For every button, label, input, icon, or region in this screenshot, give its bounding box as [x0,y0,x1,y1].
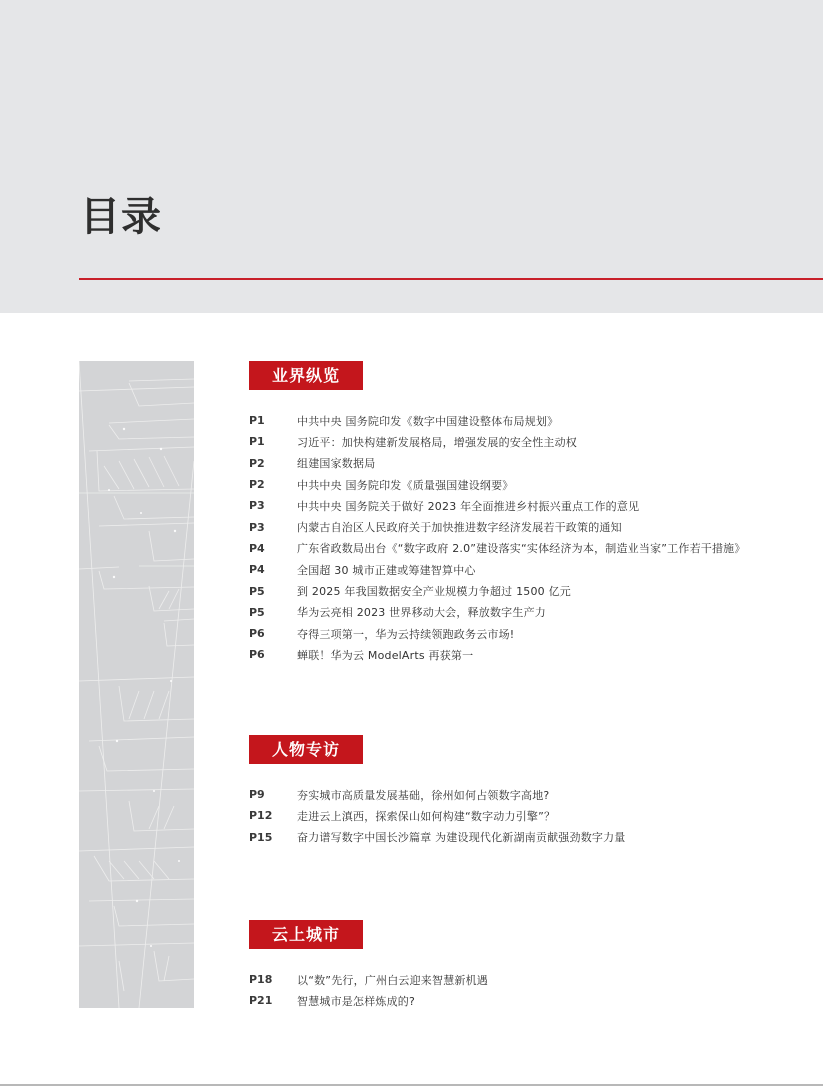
toc-entry[interactable] [249,495,746,516]
entry-page-number: P18 [249,973,273,987]
entry-title: 中共中央 国务院印发《质量强国建设纲要》 [297,478,514,492]
entry-page-number: P5 [249,605,265,619]
entry-page-number: P1 [249,414,265,428]
toc-entry[interactable] [249,805,626,826]
entry-title: 蝉联！华为云 ModelArts 再获第一 [297,648,474,662]
entry-page-number: P2 [249,478,265,492]
decorative-city-illustration [79,361,194,1008]
toc-entry[interactable] [249,474,746,495]
entry-page-number: P6 [249,648,265,662]
entry-title: 以“数”先行，广州白云迎来智慧新机遇 [297,973,488,987]
toc-entry[interactable] [249,538,746,559]
header-band [0,0,823,313]
wireframe-buildings-icon [79,361,194,1008]
toc-entry[interactable] [249,644,746,665]
entry-title: 到 2025 年我国数据安全产业规模力争超过 1500 亿元 [297,585,571,599]
entry-page-number: P12 [249,809,273,823]
entry-title: 华为云亮相 2023 世界移动大会，释放数字生产力 [297,606,546,620]
entry-title: 智慧城市是怎样炼成的? [297,994,416,1008]
section-tag: 业界纵览 [249,361,363,390]
entry-page-number: P3 [249,499,265,513]
entry-title: 夯实城市高质量发展基础，徐州如何占领数字高地? [297,788,550,802]
toc-entry[interactable] [249,602,746,623]
page-title: 目录 [80,194,162,240]
section-tag: 人物专访 [249,735,363,764]
entry-title: 走进云上滇西，探索保山如何构建“数字动力引擎”？ [297,809,556,823]
entry-page-number: P15 [249,830,273,844]
toc-entry[interactable] [249,453,746,474]
entry-title: 广东省政数局出台《“数字政府 2.0”建设落实“实体经济为本，制造业当家”工作若干措施》 [297,542,746,556]
toc-entry-list [249,969,488,1012]
title-divider [79,278,823,280]
toc-entry[interactable] [249,827,626,848]
section-tag: 云上城市 [249,920,363,949]
entry-page-number: P2 [249,456,265,470]
toc-entry[interactable] [249,990,488,1011]
toc-entry[interactable] [249,559,746,580]
entry-page-number: P21 [249,994,273,1008]
toc-entry[interactable] [249,516,746,537]
entry-title: 夺得三项第一，华为云持续领跑政务云市场! [297,627,515,641]
entry-page-number: P5 [249,584,265,598]
entry-title: 习近平：加快构建新发展格局，增强发展的安全性主动权 [297,435,577,449]
entry-title: 全国超 30 城市正建或筹建智算中心 [297,563,476,577]
toc-entry[interactable] [249,431,746,452]
toc-section-cloud-cities [249,920,488,1012]
entry-page-number: P4 [249,541,265,555]
toc-entry[interactable] [249,580,746,601]
entry-title: 内蒙古自治区人民政府关于加快推进数字经济发展若干政策的通知 [297,521,622,535]
toc-section-interviews [249,735,626,848]
toc-entry-list [249,410,746,666]
entry-page-number: P6 [249,627,265,641]
entry-title: 奋力谱写数字中国长沙篇章 为建设现代化新湖南贡献强劲数字力量 [297,831,626,845]
toc-entry[interactable] [249,410,746,431]
toc-entry-list [249,784,626,848]
entry-page-number: P4 [249,563,265,577]
toc-entry[interactable] [249,623,746,644]
entry-page-number: P1 [249,435,265,449]
toc-entry[interactable] [249,784,626,805]
entry-title: 中共中央 国务院关于做好 2023 年全面推进乡村振兴重点工作的意见 [297,499,640,513]
toc-section-industry-overview [249,361,746,666]
entry-title: 中共中央 国务院印发《数字中国建设整体布局规划》 [297,414,559,428]
entry-title: 组建国家数据局 [297,457,376,471]
entry-page-number: P9 [249,788,265,802]
entry-page-number: P3 [249,520,265,534]
toc-entry[interactable] [249,969,488,990]
